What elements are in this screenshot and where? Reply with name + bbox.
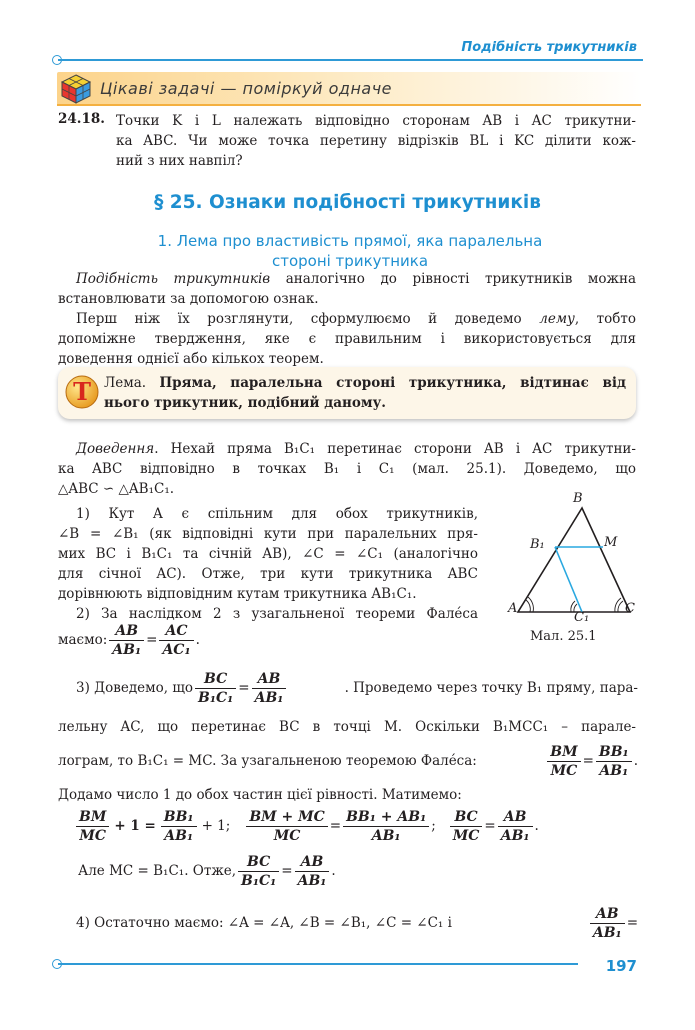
intro-line: встановлювати за допомогою ознак. (58, 291, 319, 307)
triangle-abc (518, 508, 630, 612)
intro-text: Перш ніж їх розглянути, сформулюємо й доведемо (76, 311, 522, 327)
plus-one: + 1 = (114, 818, 156, 834)
equals-sign: = (146, 632, 158, 648)
denominator: B₁C₁ (198, 689, 234, 706)
denominator: AB₁ (500, 827, 530, 844)
intro-line: допоміжне твердження, яке є правильним і використовується для (58, 331, 636, 347)
numerator: BB₁ (596, 743, 632, 762)
period: . (633, 753, 638, 769)
period: . (331, 863, 336, 879)
period: . (195, 632, 200, 648)
step1-text: 1) Кут A є спільним для обох трикутників, (76, 506, 478, 522)
proof-line (58, 439, 636, 459)
fraction (195, 670, 236, 707)
step3-line (58, 739, 638, 783)
problem-number: 24.18. (58, 111, 105, 127)
denominator: AB₁ (164, 827, 194, 844)
numerator: BM + MC (246, 808, 327, 827)
triangle-figure (500, 490, 645, 630)
numerator: BC (450, 808, 483, 827)
step2-label: маємо: (58, 632, 108, 648)
problem-text-line: Точки K і L належать відповідно сторонам AB і AC трикутни- (116, 113, 636, 129)
fraction (246, 808, 327, 845)
header-rule (58, 59, 643, 61)
fraction (159, 622, 193, 659)
figure-label-c1: C₁ (574, 610, 590, 625)
numerator: BM (76, 808, 109, 827)
angle-mark-a (526, 600, 530, 612)
step1-line: мих BC і B₁C₁ та січній AB), ∠C = ∠C₁ (аналогічно (58, 546, 478, 562)
problem-text-line: ка ABC. Чи може точка перетину відрізків BL і KC ділити кож- (116, 133, 636, 149)
figure-label-a: A (508, 601, 518, 616)
numerator: AC (159, 622, 193, 641)
segment-b1c1 (555, 547, 582, 612)
banner-title: Цікаві задачі — поміркуй одначе (100, 79, 392, 98)
step1-line: ∠B = ∠B₁ (як відповідні кути при паралельних пря- (58, 526, 478, 542)
denominator: AB₁ (371, 827, 401, 844)
intro-italic-term: лему (539, 311, 575, 327)
intro-text: , тобто (574, 311, 636, 327)
lemma-text-line: нього трикутник, подібний даному. (104, 395, 386, 411)
step2-text: 2) За наслідком 2 з узагальненої теореми Фалéса (76, 606, 478, 622)
lemma-text-line (104, 373, 626, 393)
footer-rule (58, 963, 578, 965)
denominator: AB₁ (599, 762, 629, 779)
step3-line: Додамо число 1 до обох частин цієї рівності. Матимемо: (58, 787, 462, 803)
page-number: 197 (605, 957, 637, 975)
proof-word: Доведення (76, 441, 155, 457)
intro-line: доведення однієї або кількох теорем. (58, 351, 324, 367)
figure-label-c: C (625, 601, 635, 616)
figure-label-m: M (604, 535, 618, 550)
denominator: B₁C₁ (241, 872, 277, 889)
step1-line: дорівнюють відповідним кутам трикутника AB₁C₁. (58, 586, 417, 602)
figure-label-b1: B₁ (530, 537, 545, 552)
banner-underline (57, 104, 641, 106)
period: . (534, 818, 539, 834)
intro-line (58, 269, 636, 289)
problem-text-line: ний з них навпіл? (116, 153, 243, 169)
intro-italic-term: Подібність трикутників (76, 271, 271, 287)
lemma-statement: Пряма, паралельна стороні трикутника, відтинає від (159, 375, 627, 391)
numerator: AB (252, 670, 287, 689)
equals-sign: = (281, 863, 293, 879)
step3-text: 3) Доведемо, що (76, 680, 194, 696)
denominator: AC₁ (162, 641, 191, 658)
step3-conclusion (78, 849, 336, 893)
denominator: AB₁ (592, 924, 622, 941)
numerator: BC (238, 853, 279, 872)
fraction (295, 853, 330, 890)
subsection-title-line: 1. Лема про властивість прямої, яка паралельна (157, 232, 543, 250)
intro-text: аналогічно до рівності трикутників можна (285, 271, 636, 287)
step3-formula (74, 804, 539, 848)
fraction (498, 808, 533, 845)
fraction (343, 808, 429, 845)
fraction (547, 743, 580, 780)
step3-text: . Проведемо через точку B₁ пряму, пара- (344, 680, 638, 696)
numerator: AB (590, 905, 625, 924)
figure-label-b: B (573, 491, 583, 506)
running-header: Подібність трикутників (461, 40, 637, 55)
cube-icon (60, 73, 92, 105)
fraction (596, 743, 632, 780)
step2-formula (58, 618, 200, 662)
numerator: AB (498, 808, 533, 827)
numerator: AB (109, 622, 144, 641)
fraction (590, 905, 625, 942)
angle-mark-c (618, 601, 623, 612)
fraction (76, 808, 109, 845)
step4-text: 4) Остаточно маємо: ∠A = ∠A, ∠B = ∠B₁, ∠C = ∠C₁ і (76, 915, 452, 931)
denominator: MC (273, 827, 301, 844)
fraction (450, 808, 483, 845)
equals-sign: = (329, 818, 342, 834)
denominator: AB₁ (112, 641, 142, 658)
numerator: BC (195, 670, 236, 689)
subsection-title-line: стороні трикутника (271, 252, 429, 270)
figure-caption: Мал. 25.1 (530, 629, 597, 644)
step3-line (58, 666, 638, 710)
subsection-title (100, 231, 600, 271)
theorem-badge-letter: Т (73, 377, 91, 406)
numerator: BB₁ + AB₁ (343, 808, 429, 827)
step1-line (58, 504, 478, 524)
fraction (109, 622, 144, 659)
step3-text: Але MC = B₁C₁. Отже, (78, 863, 237, 879)
equals-sign: = (484, 818, 496, 834)
semicolon: ; (431, 818, 436, 834)
numerator: BM (547, 743, 580, 762)
proof-text: . Нехай пряма B₁C₁ перетинає сторони AB і AC трикутни- (154, 441, 636, 457)
equals-sign: = (238, 680, 250, 696)
intro-line (58, 309, 636, 329)
step3-text: лограм, то B₁C₁ = MC. За узагальненою теоремою Фалéса: (58, 753, 477, 769)
lemma-label: Лема. (104, 375, 147, 391)
step3-line: лельну AC, що перетинає BC в точці M. Оскільки B₁MCC₁ – парале- (58, 719, 636, 735)
proof-line: ка ABC відповідно в точках B₁ і C₁ (мал. 25.1). Доведемо, що (58, 461, 636, 477)
denominator: MC (452, 827, 480, 844)
step4-line (58, 901, 638, 945)
equals-sign: = (582, 753, 594, 769)
fraction (161, 808, 197, 845)
numerator: AB (295, 853, 330, 872)
plus-one: + 1; (201, 818, 231, 834)
fraction (238, 853, 279, 890)
denominator: AB₁ (297, 872, 327, 889)
numerator: BB₁ (161, 808, 197, 827)
step1-line: для січної AC). Отже, три кути трикутника ABC (58, 566, 478, 582)
denominator: AB₁ (254, 689, 284, 706)
proof-line: △ABC ∽ △AB₁C₁. (58, 481, 175, 497)
equals-sign: = (626, 915, 638, 931)
section-title: § 25. Ознаки подібності трикутників (154, 192, 541, 213)
denominator: MC (550, 762, 578, 779)
denominator: MC (79, 827, 106, 844)
fraction (252, 670, 287, 707)
